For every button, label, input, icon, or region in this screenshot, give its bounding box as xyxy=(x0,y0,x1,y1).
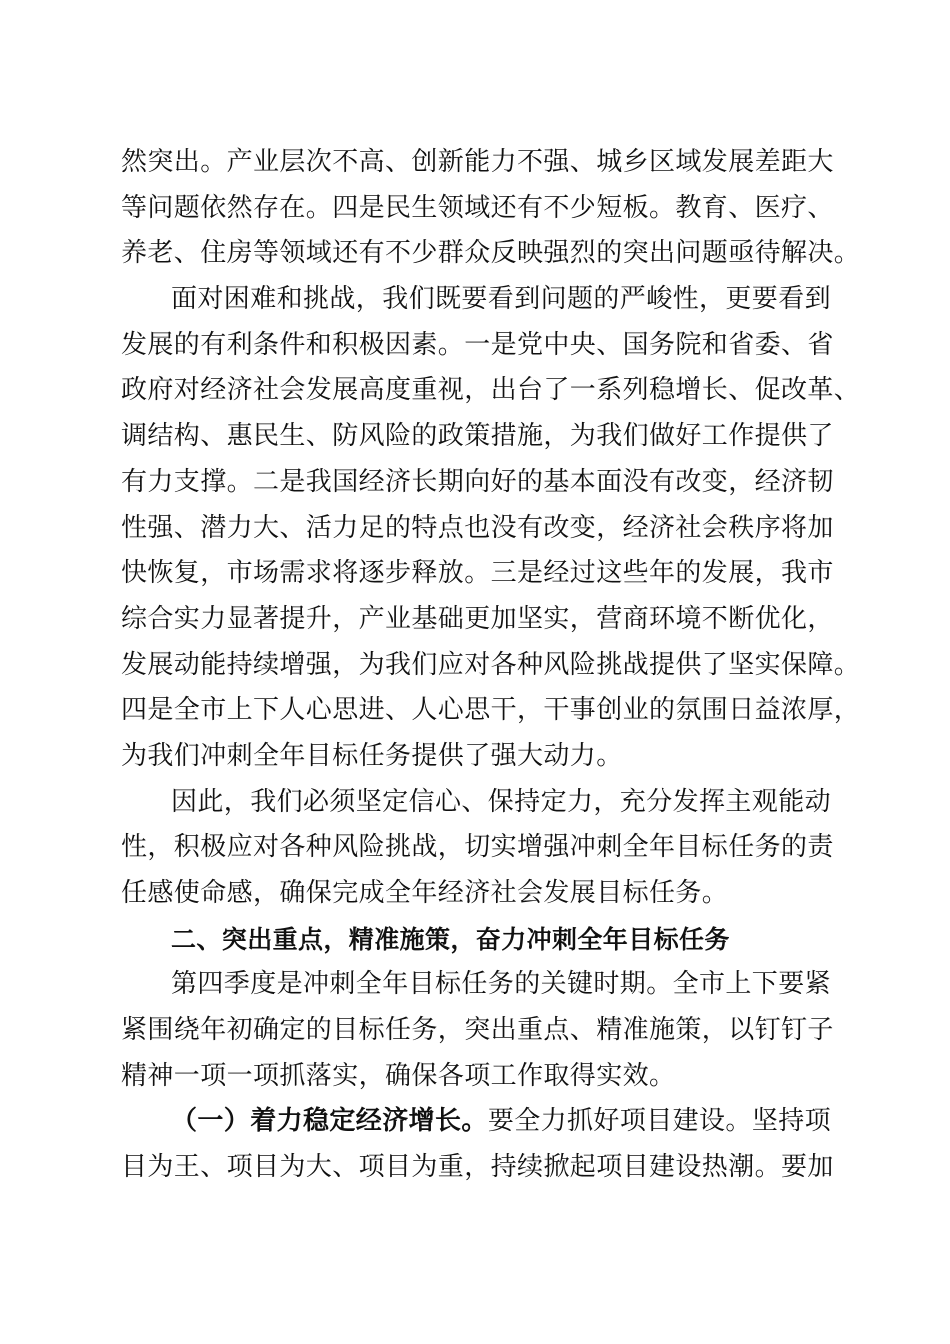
document-body xyxy=(121,140,861,1191)
paragraph xyxy=(121,140,861,277)
text-line: 第四季度是冲刺全年目标任务的关键时期。全市上下要紧 xyxy=(171,969,832,1000)
text-line: 发展的有利条件和积极因素。一是党中央、国务院和省委、省 xyxy=(121,329,834,360)
text-line: 快恢复，市场需求将逐步释放。三是经过这些年的发展，我市 xyxy=(121,558,834,589)
text-line: 养老、住房等领域还有不少群众反映强烈的突出问题亟待解决。 xyxy=(121,238,861,269)
text-line: 调结构、惠民生、防风险的政策措施，为我们做好工作提供了 xyxy=(121,421,834,452)
text-line: 性，积极应对各种风险挑战，切实增强冲刺全年目标任务的责 xyxy=(121,832,834,863)
text-line: 然突出。产业层次不高、创新能力不强、城乡区域发展差距大 xyxy=(121,147,834,177)
subsection-lead: （一）着力稳定经济增长。 xyxy=(171,1106,488,1137)
text-line: 任感使命感，确保完成全年经济社会发展目标任务。 xyxy=(121,878,729,908)
text-line: 因此，我们必须坚定信心、保持定力，充分发挥主观能动 xyxy=(171,786,832,817)
text-line xyxy=(121,1099,833,1145)
paragraph xyxy=(121,1099,833,1190)
text-run: 要全力抓好项目建设。坚持项 xyxy=(487,1106,832,1137)
paragraph xyxy=(121,962,833,1099)
text-line: 目为王、项目为大、项目为重，持续掀起项目建设热潮。要加 xyxy=(121,1152,834,1183)
text-line: 有力支撑。二是我国经济长期向好的基本面没有改变，经济韧 xyxy=(121,466,834,497)
text-line: 等问题依然存在。四是民生领域还有不少短板。教育、医疗、 xyxy=(121,192,834,223)
text-line: 精神一项一项抓落实，确保各项工作取得实效。 xyxy=(121,1060,676,1091)
text-line: 综合实力显著提升，产业基础更加坚实，营商环境不断优化， xyxy=(121,603,834,634)
text-line: 政府对经济社会发展高度重视，出台了一系列稳增长、促改革、 xyxy=(121,375,861,406)
text-line: 性强、潜力大、活力足的特点也没有改变，经济社会秩序将加 xyxy=(121,512,834,543)
section-heading: 二、突出重点，精准施策，奋力冲刺全年目标任务 xyxy=(171,924,730,954)
paragraph xyxy=(121,780,833,917)
text-line: 发展动能持续增强，为我们应对各种风险挑战提供了坚实保障。 xyxy=(121,649,861,680)
text-line: 紧围绕年初确定的目标任务，突出重点、精准施策，以钉钉子 xyxy=(121,1015,834,1046)
paragraph xyxy=(121,277,861,780)
text-line: 为我们冲刺全年目标任务提供了强大动力。 xyxy=(121,740,623,771)
text-line: 四是全市上下人心思进、人心思干，干事创业的氛围日益浓厚， xyxy=(121,695,861,726)
text-line: 面对困难和挑战，我们既要看到问题的严峻性，更要看到 xyxy=(171,284,832,315)
